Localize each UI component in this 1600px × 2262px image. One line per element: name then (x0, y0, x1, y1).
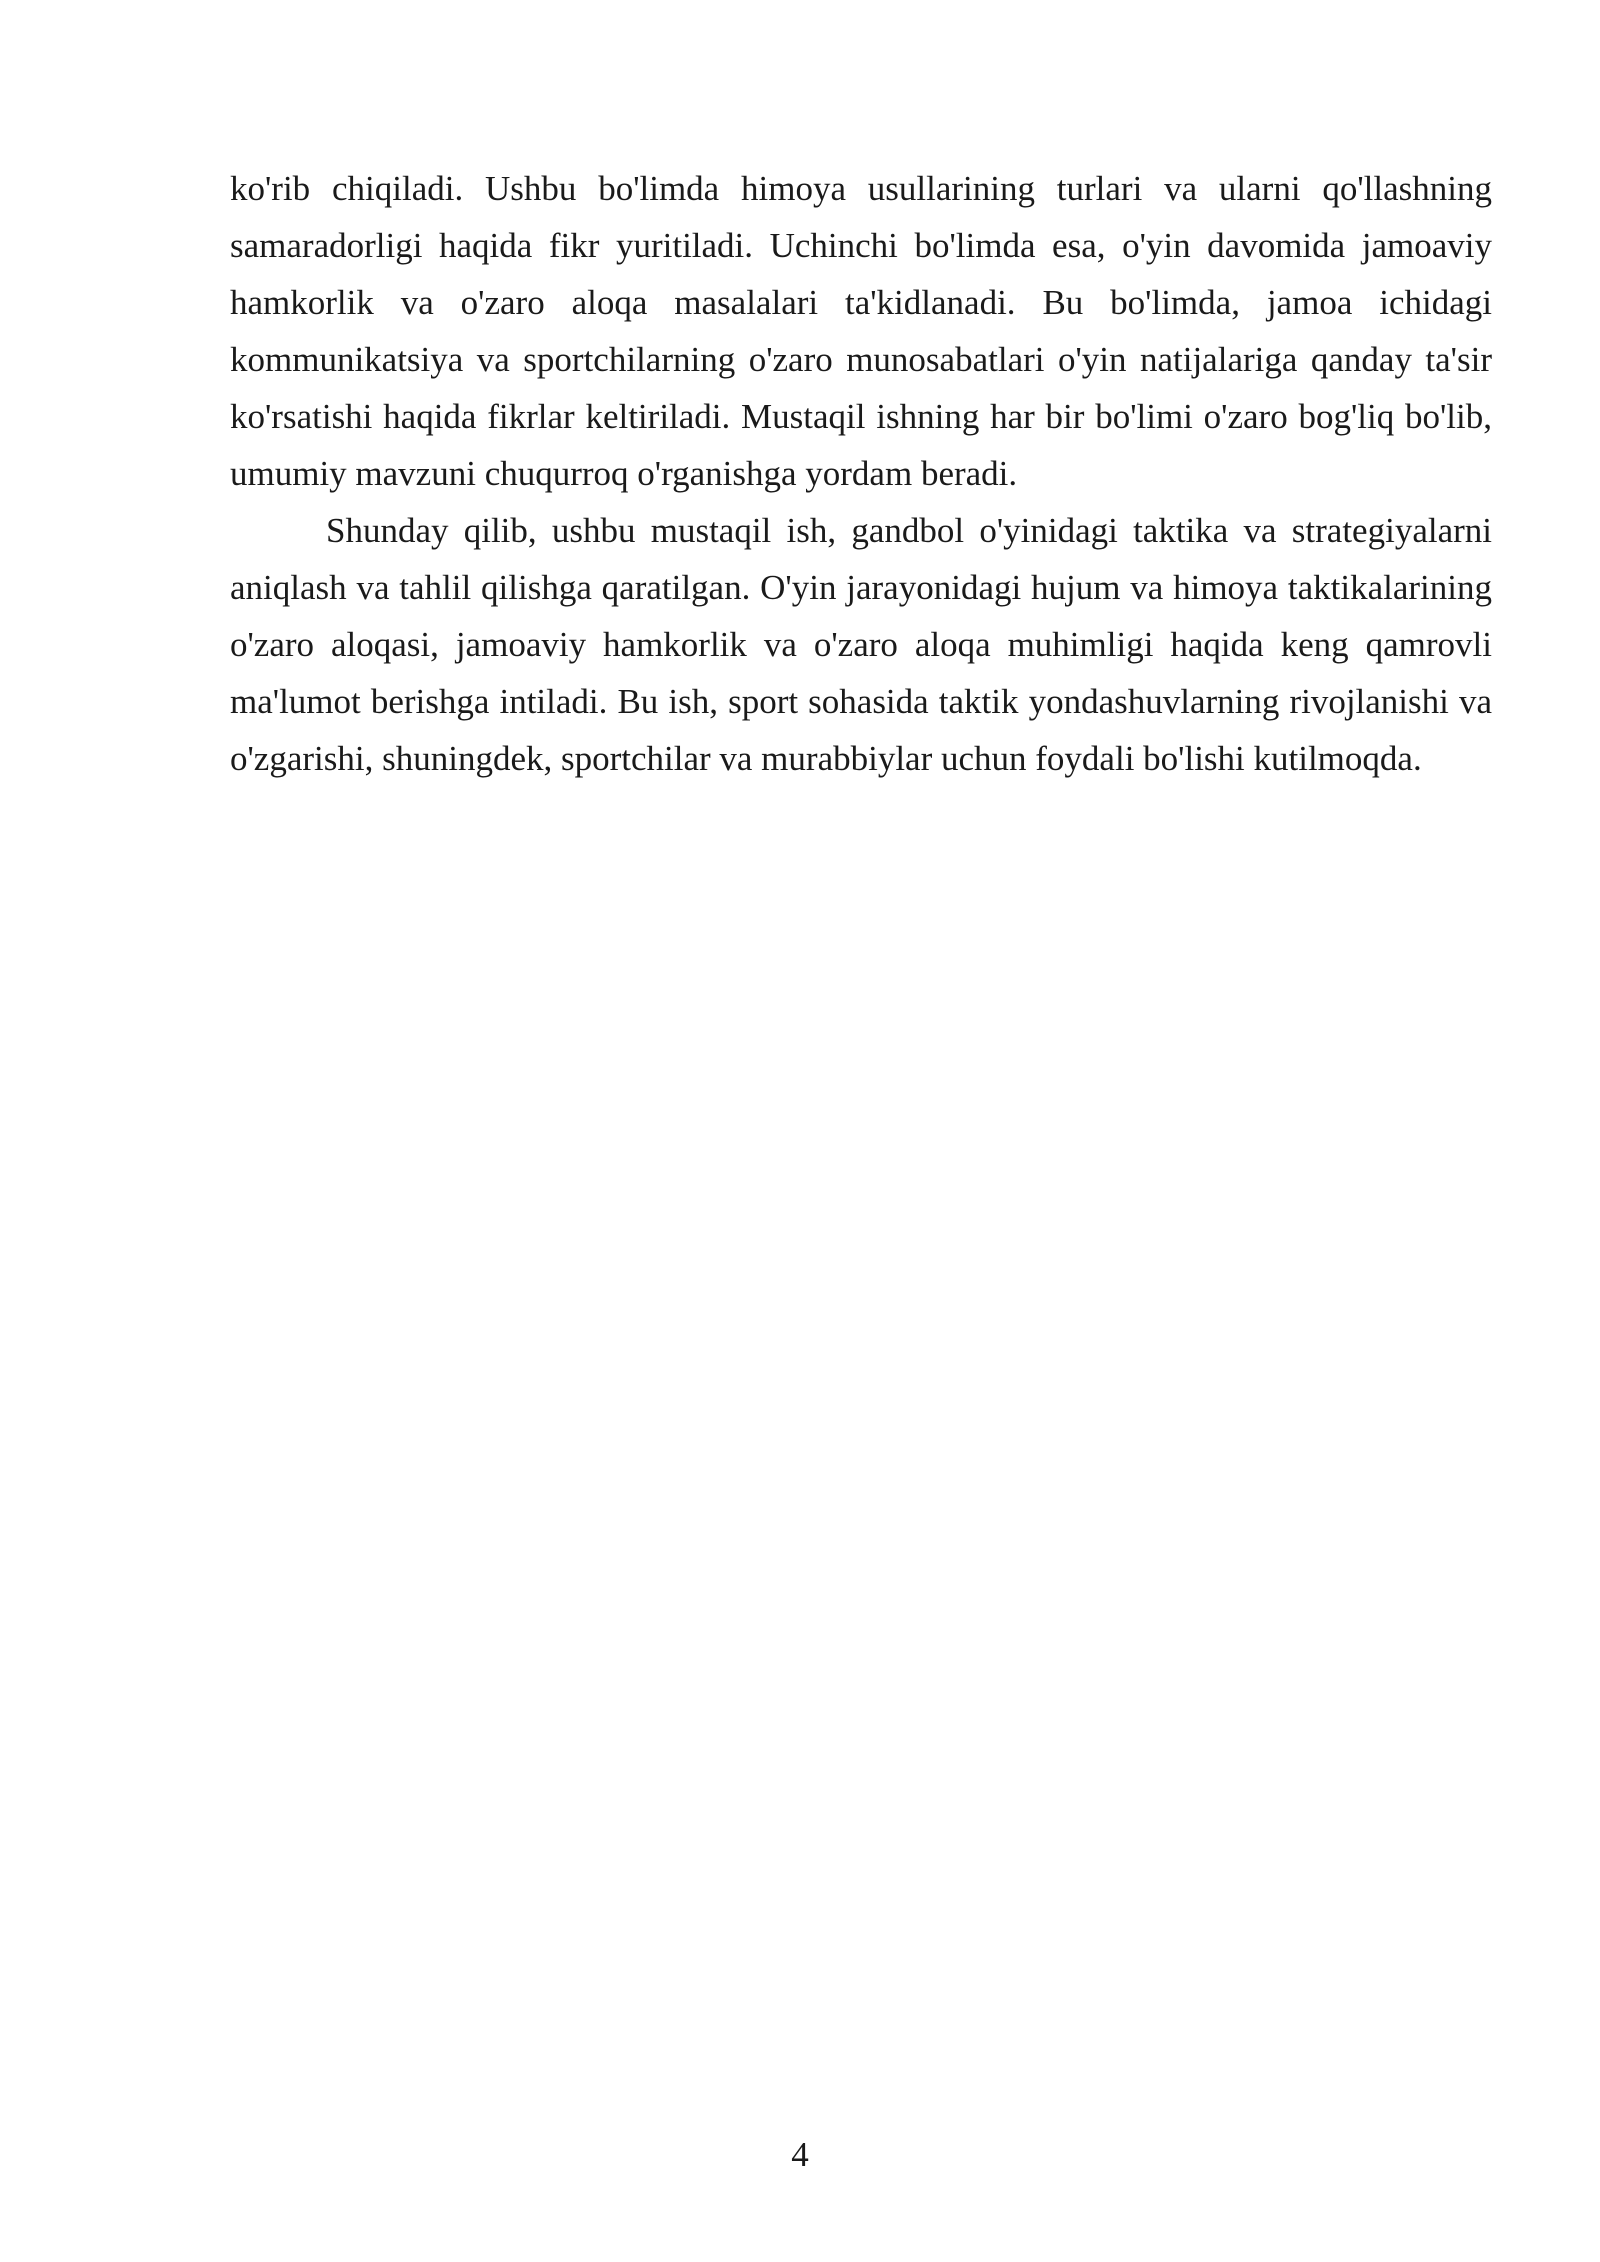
paragraph-conclusion: Shunday qilib, ushbu mustaqil ish, gandbol o'yinidagi taktika va strategiyalarni aniqlash va tahlil qilishga qaratilgan. O'yin jarayonidagi hujum va himoya taktikalarining o'zaro aloqasi, jamoaviy hamkorlik va o'zaro aloqa muhimligi haqida keng qamrovli ma'lumot berishga intiladi. Bu ish, sport sohasida taktik yondashuvlarning rivojlanishi va o'zgarishi, shuningdek, sportchilar va murabbiylar uchun foydali bo'lishi kutilmoqda. (230, 511, 1492, 778)
page-number: 4 (791, 2135, 809, 2174)
body-text (230, 160, 1492, 787)
paragraph-continued: ko'rib chiqiladi. Ushbu bo'limda himoya usullarining turlari va ularni qo'llashning samaradorligi haqida fikr yuritiladi. Uchinchi bo'limda esa, o'yin davomida jamoaviy hamkorlik va o'zaro aloqa masalalari ta'kidlanadi. Bu bo'limda, jamoa ichidagi kommunikatsiya va sportchilarning o'zaro munosabatlari o'yin natijalariga qanday ta'sir ko'rsatishi haqida fikrlar keltiriladi. Mustaqil ishning har bir bo'limi o'zaro bog'liq bo'lib, umumiy mavzuni chuqurroq o'rganishga yordam beradi. (230, 169, 1492, 493)
